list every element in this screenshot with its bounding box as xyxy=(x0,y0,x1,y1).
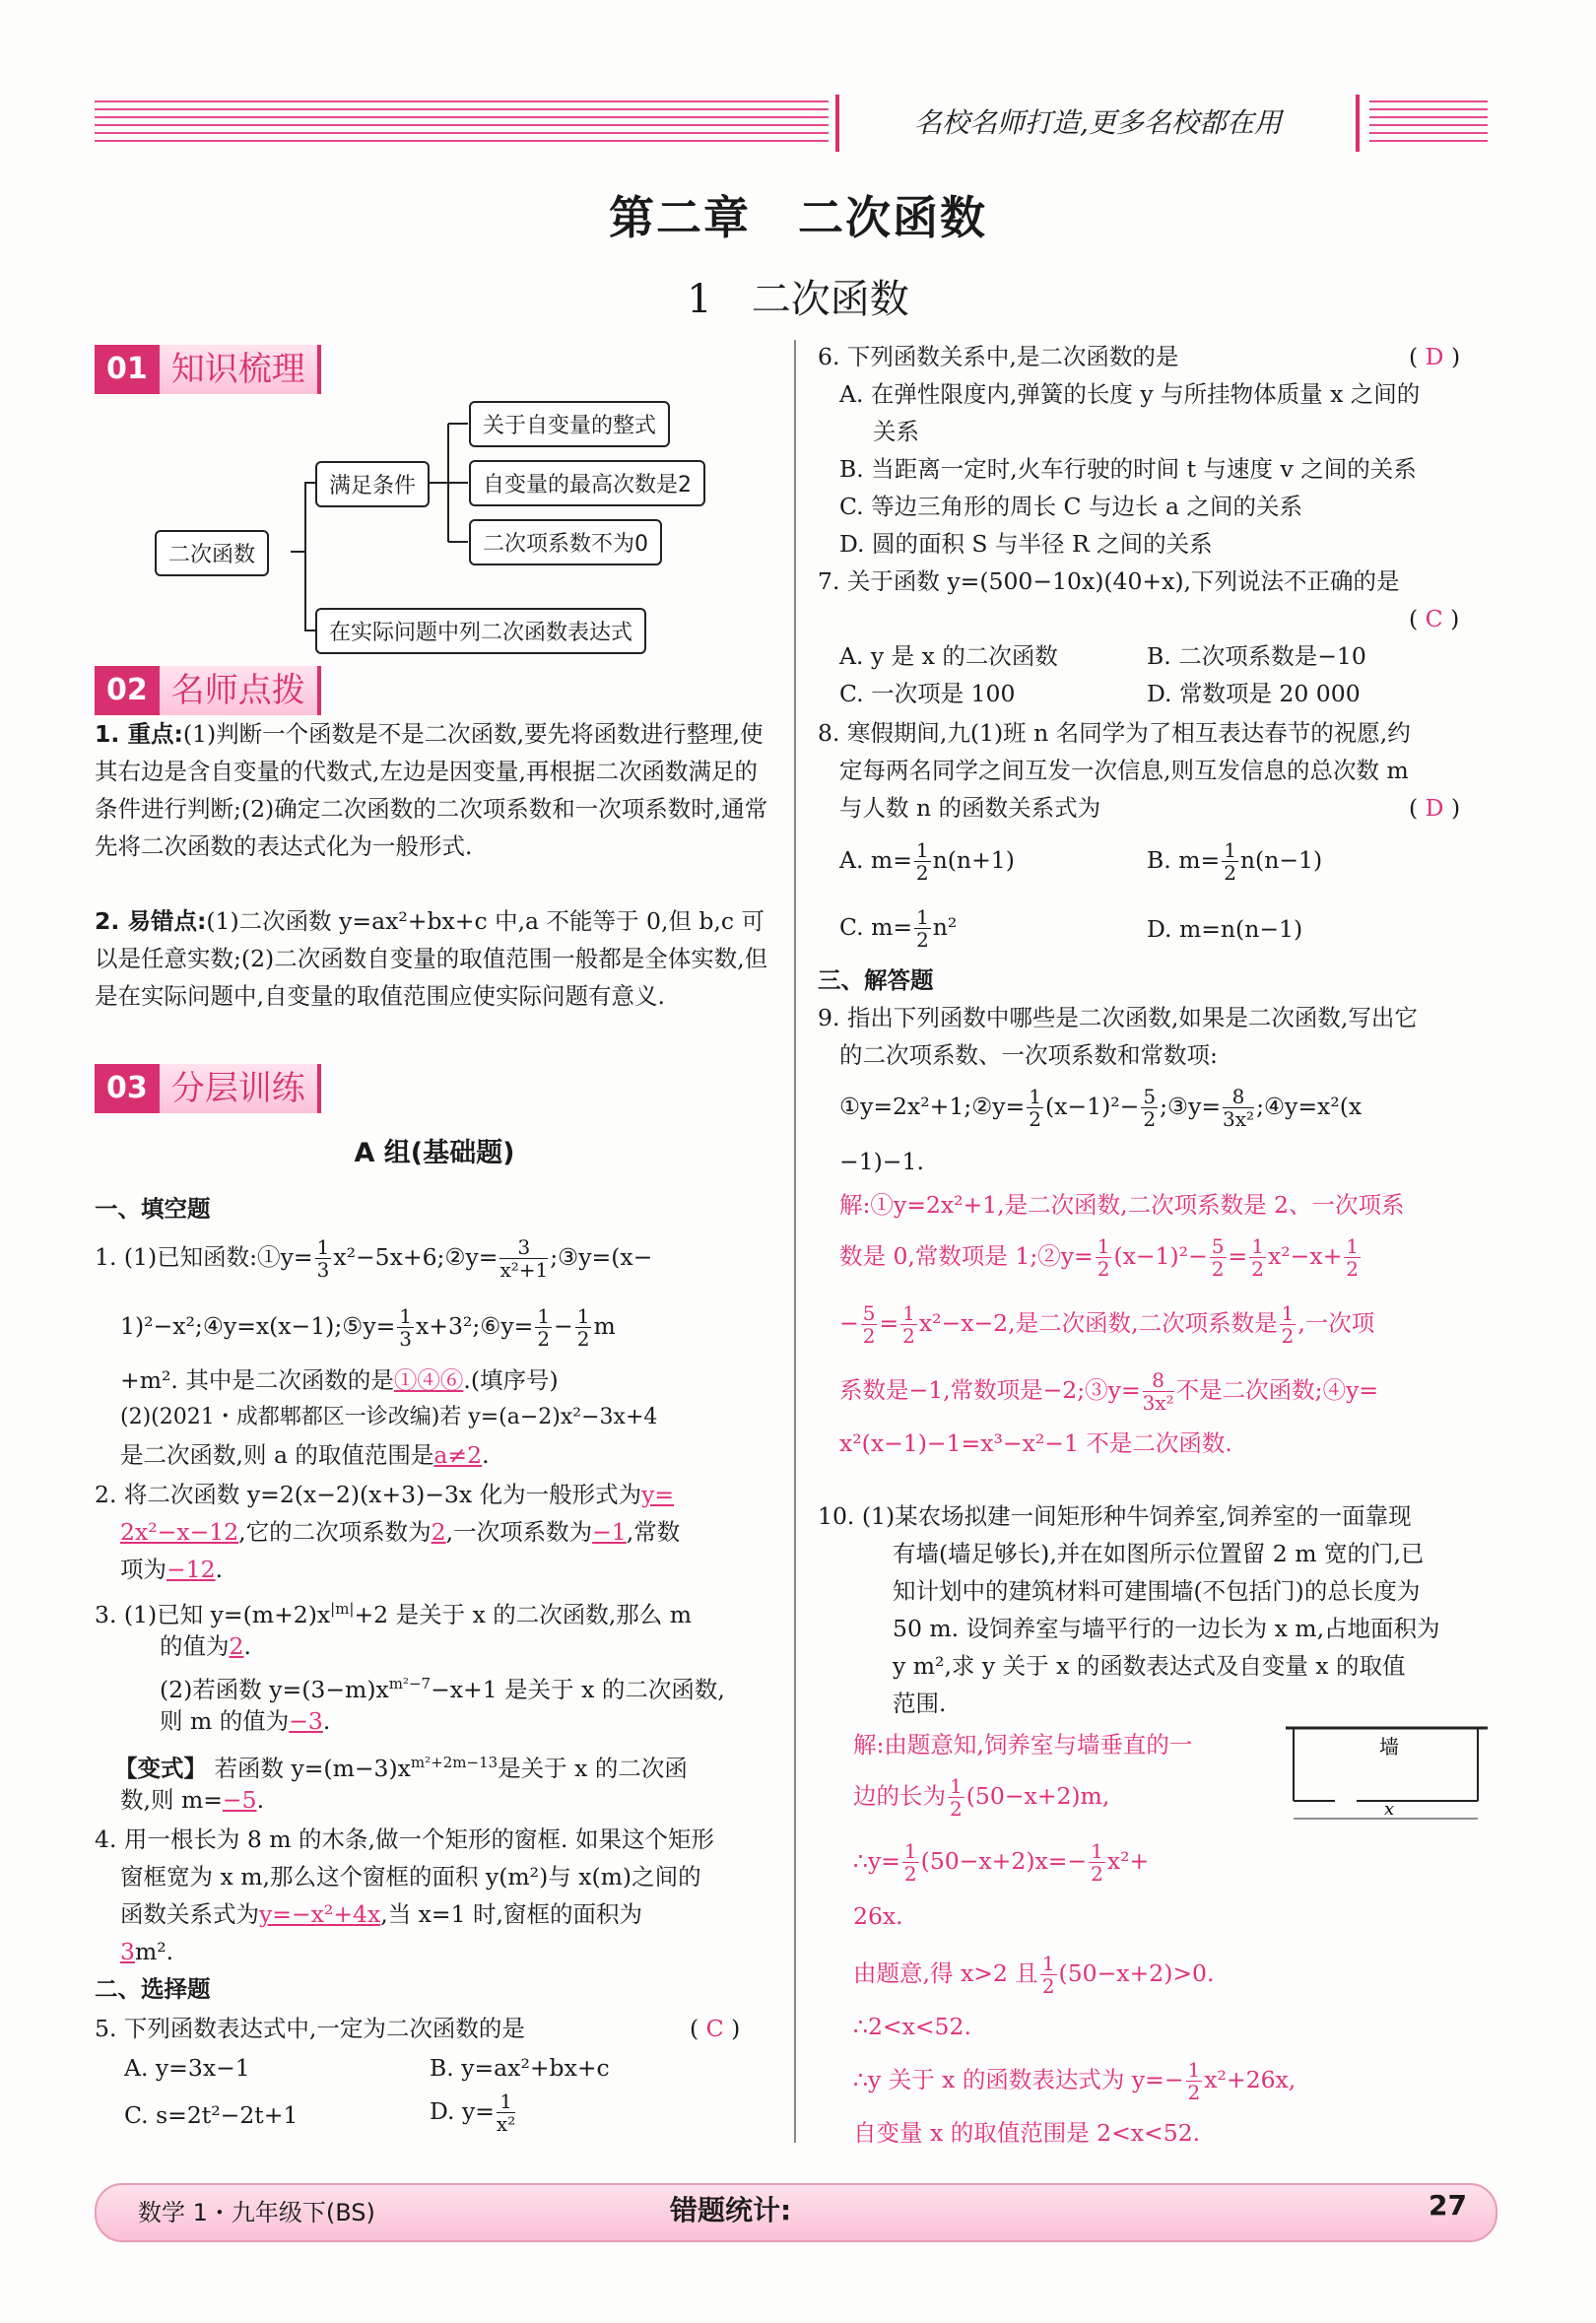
q5-answer: ( C ) xyxy=(690,2015,741,2042)
chapter-title: 第二章 二次函数 xyxy=(609,191,987,244)
q3-line5: 【变式】 若函数 $y=(m-3)x^{m^2+2m-13}$是关于 x 的二次函 xyxy=(114,1754,688,1782)
header-rule-left xyxy=(95,100,829,148)
q10-line3: 知计划中的建筑材料可建围墙(不包括门)的总长度为 xyxy=(893,1577,1421,1605)
q1-answer-2: a≠2 xyxy=(433,1441,483,1469)
q2-line2: 2x²−x−12,它的二次项系数为2,一次项系数为−1,常数 xyxy=(120,1518,681,1546)
header-rule-right xyxy=(1369,100,1488,148)
q9-sol3: − $\frac{5}{2}$ = $\frac{1}{2}$ x²−x−2,是二次函数,二次项系数是 $\frac{1}{2}$ ,一次项 xyxy=(839,1301,1375,1348)
tip-2-text: (1)二次函数 y=ax²+bx+c 中,a 不能等于 0,但 b,c 可以是任意实数;(2)二次函数自变量的取值范围一般都是全体实数,但是在实际问题中,自变量的取值范围应使实际问题有意义. xyxy=(95,907,768,1010)
q10-sol7: ∴y 关于 x 的函数表达式为 y=− $\frac{1}{2}$ x²+26x, xyxy=(853,2058,1297,2104)
section-badge-03 xyxy=(95,1064,321,1113)
q2-line1: 2. 将二次函数 y=2(x−2)(x+3)−3x 化为一般形式为y= xyxy=(95,1481,675,1508)
q2-line3: 项为−12. xyxy=(120,1556,224,1583)
choice-head: 二、选择题 xyxy=(95,1975,211,2003)
column-divider xyxy=(794,340,796,2143)
q5-option-a: A. y=3x−1 xyxy=(124,2054,250,2082)
q5-option-d: D. y= $\frac{1}{\text{x²}}$ xyxy=(430,2090,516,2136)
q1-line1: 1. (1)已知函数:①y= $\frac{1}{3}$ x²−5x+6;②y= $\frac{3}{\text{x²+1}}$ ;③y=(x− xyxy=(95,1235,653,1282)
q7-option-d: D. 常数项是 20 000 xyxy=(1147,680,1361,707)
q8-option-b: B. m= $\frac{1}{2}$ n(n−1) xyxy=(1147,838,1323,885)
q6-option-c: C. 等边三角形的周长 C 与边长 a 之间的关系 xyxy=(839,493,1302,520)
q10-line1: 10. (1)某农场拟建一间矩形种牛饲养室,饲养室的一面靠现 xyxy=(818,1502,1412,1530)
q7-stem: 7. 关于函数 y=(500−10x)(40+x),下列说法不正确的是 xyxy=(818,567,1400,595)
answer-head: 三、解答题 xyxy=(818,966,934,994)
page-number: 27 xyxy=(1429,2189,1467,2222)
badge-label: 名师点拨 xyxy=(160,666,321,715)
section-badge-01 xyxy=(95,345,321,394)
q9-line3: ①y=2x²+1;②y= $\frac{1}{2}$ (x−1)²− $\frac{5}{2}$ ;③y= $\frac{8}{\text{3x²}}$ ;④y=x²(x xyxy=(839,1085,1363,1131)
footer-error-stats: 错题统计: xyxy=(670,2194,792,2226)
tip-1-head: 1. 重点: xyxy=(95,720,183,748)
q7-answer: ( C ) xyxy=(1409,605,1460,632)
q3-line2: 的值为2. xyxy=(160,1632,251,1660)
q10-sol5: 由题意,得 x>2 且 $\frac{1}{2}$ (50−x+2)>0. xyxy=(853,1952,1215,1998)
header-bar xyxy=(1356,95,1360,152)
q8-line2: 定每两名同学之间互发一次信息,则互发信息的总次数 m xyxy=(839,757,1409,784)
group-a-title: A 组(基础题) xyxy=(354,1138,515,1168)
q3-line6: 数,则 m=−5. xyxy=(120,1786,265,1814)
wall-diagram xyxy=(1286,1724,1493,1832)
badge-label: 知识梳理 xyxy=(160,345,321,394)
mindmap-cond: 满足条件 xyxy=(315,461,430,507)
header-slogan: 名校名师打造,更多名校都在用 xyxy=(914,106,1282,139)
q1-line3: +m². 其中是二次函数的是①④⑥.(填序号) xyxy=(120,1366,559,1394)
q5-option-b: B. y=ax²+bx+c xyxy=(430,2054,610,2082)
q4-line2: 窗框宽为 x m,那么这个窗框的面积 y(m²)与 x(m)之间的 xyxy=(120,1863,701,1891)
tip-1-text: (1)判断一个函数是不是二次函数,要先将函数进行整理,使其右边是含自变量的代数式,左边是因变量,再根据二次函数满足的条件进行判断;(2)确定二次函数的二次项系数和一次项系数时,通常先将二次函数的表达式化为一般形式. xyxy=(95,720,768,860)
q9-line4: −1)−1. xyxy=(839,1148,924,1175)
q8-answer: ( D ) xyxy=(1409,794,1461,822)
q4-line4: 3m². xyxy=(120,1938,174,1965)
mindmap-c3: 二次项系数不为0 xyxy=(469,519,662,565)
badge-label: 分层训练 xyxy=(160,1064,321,1113)
tip-2-head: 2. 易错点: xyxy=(95,907,207,935)
q1-line2: 1)²−x²;④y=x(x−1);⑤y= $\frac{1}{3}$ x+3²;⑥y= $\frac{1}{2}$ − $\frac{1}{2}$ m xyxy=(120,1304,616,1351)
badge-num: 01 xyxy=(95,345,160,394)
q1-line4: (2)(2021・成都郫都区一诊改编)若 y=(a−2)x²−3x+4 xyxy=(120,1405,658,1429)
mindmap-c1: 关于自变量的整式 xyxy=(469,401,670,447)
q4-line1: 4. 用一根长为 8 m 的木条,做一个矩形的窗框. 如果这个矩形 xyxy=(95,1825,714,1853)
q10-sol2: 边的长为 $\frac{1}{2}$ (50−x+2)m, xyxy=(853,1774,1110,1821)
q1-line5: 是二次函数,则 a 的取值范围是a≠2. xyxy=(120,1441,490,1469)
q10-sol3: ∴y= $\frac{1}{2}$ (50−x+2)x=− $\frac{1}{2}$ x²+ xyxy=(853,1839,1150,1886)
section-title: 1 二次函数 xyxy=(687,277,909,322)
q6-option-a: A. 在弹性限度内,弹簧的长度 y 与所挂物体质量 x 之间的 xyxy=(839,380,1421,408)
badge-num: 02 xyxy=(95,666,160,715)
q6-option-d: D. 圆的面积 S 与半径 R 之间的关系 xyxy=(839,530,1213,558)
q10-line5: y m²,求 y 关于 x 的函数表达式及自变量 x 的取值 xyxy=(893,1652,1406,1680)
q9-sol5: x²(x−1)−1=x³−x²−1 不是二次函数. xyxy=(839,1429,1232,1457)
q7-option-a: A. y 是 x 的二次函数 xyxy=(839,642,1058,670)
q1-answer: ①④⑥ xyxy=(393,1366,464,1394)
q7-option-b: B. 二次项系数是−10 xyxy=(1147,642,1366,670)
section-badge-02 xyxy=(95,666,321,715)
q8-line3: 与人数 n 的函数关系式为 xyxy=(839,794,1101,822)
q3-line1: 3. (1)已知 $y=(m+2)x^{|m|}+2$ 是关于 x 的二次函数,那么 m xyxy=(95,1600,693,1628)
wall-label: 墙 xyxy=(1379,1735,1399,1759)
q10-line6: 范围. xyxy=(893,1690,947,1717)
q8-option-a: A. m= $\frac{1}{2}$ n(n+1) xyxy=(839,838,1015,885)
q5-option-c: C. s=2t²−2t+1 xyxy=(124,2101,299,2129)
fill-head: 一、填空题 xyxy=(95,1195,211,1223)
q10-line2: 有墙(墙足够长),并在如图所示位置留 2 m 宽的门,已 xyxy=(893,1540,1425,1567)
mindmap-root: 二次函数 xyxy=(155,530,269,576)
q10-line4: 50 m. 设饲养室与墙平行的一边长为 x m,占地面积为 xyxy=(893,1615,1440,1642)
q3-line3: (2)若函数 $y=(3-m)x^{m^2-7}-x+1$ 是关于 x 的二次函数, xyxy=(160,1675,725,1703)
q9-sol2: 数是 0,常数项是 1;②y= $\frac{1}{2}$ (x−1)²− $\frac{5}{2}$ = $\frac{1}{2}$ x²−x+ $\frac{1}{2}$ xyxy=(839,1234,1359,1281)
q6-option-a2: 关系 xyxy=(873,418,919,445)
q10-sol8: 自变量 x 的取值范围是 2<x<52. xyxy=(853,2119,1201,2147)
q6-answer: ( D ) xyxy=(1409,343,1461,370)
badge-num: 03 xyxy=(95,1064,160,1113)
tip-1 xyxy=(95,715,768,865)
q9-sol4: 系数是−1,常数项是−2;③y= $\frac{8}{\text{3x²}}$ 不是二次函数;④y= xyxy=(839,1368,1379,1415)
q7-option-c: C. 一次项是 100 xyxy=(839,680,1016,707)
header-bar xyxy=(835,95,839,152)
x-label: x xyxy=(1384,1799,1395,1820)
q10-sol6: ∴2<x<52. xyxy=(853,2013,971,2040)
tip-2 xyxy=(95,902,768,1015)
q8-line1: 8. 寒假期间,九(1)班 n 名同学为了相互表达春节的祝愿,约 xyxy=(818,719,1411,747)
mindmap-c2: 自变量的最高次数是2 xyxy=(469,460,705,506)
q6-stem: 6. 下列函数关系中,是二次函数的是 xyxy=(818,343,1179,370)
mindmap-app: 在实际问题中列二次函数表达式 xyxy=(315,608,646,654)
q6-option-b: B. 当距离一定时,火车行驶的时间 t 与速度 v 之间的关系 xyxy=(839,455,1417,483)
q10-sol1: 解:由题意知,饲养室与墙垂直的一 xyxy=(853,1731,1193,1759)
q10-sol4: 26x. xyxy=(853,1902,903,1930)
q3-line4: 则 m 的值为−3. xyxy=(160,1707,331,1735)
q8-option-d: D. m=n(n−1) xyxy=(1147,915,1303,943)
q8-option-c: C. m= $\frac{1}{2}$ n² xyxy=(839,905,958,952)
q4-line3: 函数关系式为y=−x²+4x,当 x=1 时,窗框的面积为 xyxy=(120,1900,643,1928)
q9-line1: 9. 指出下列函数中哪些是二次函数,如果是二次函数,写出它 xyxy=(818,1004,1418,1031)
q9-line2: 的二次项系数、一次项系数和常数项: xyxy=(839,1041,1218,1069)
footer-book: 数学 1・九年级下(BS) xyxy=(138,2199,375,2226)
q9-sol1: 解:①y=2x²+1,是二次函数,二次项系数是 2、一次项系 xyxy=(839,1191,1405,1219)
q5-stem: 5. 下列函数表达式中,一定为二次函数的是 xyxy=(95,2015,525,2042)
